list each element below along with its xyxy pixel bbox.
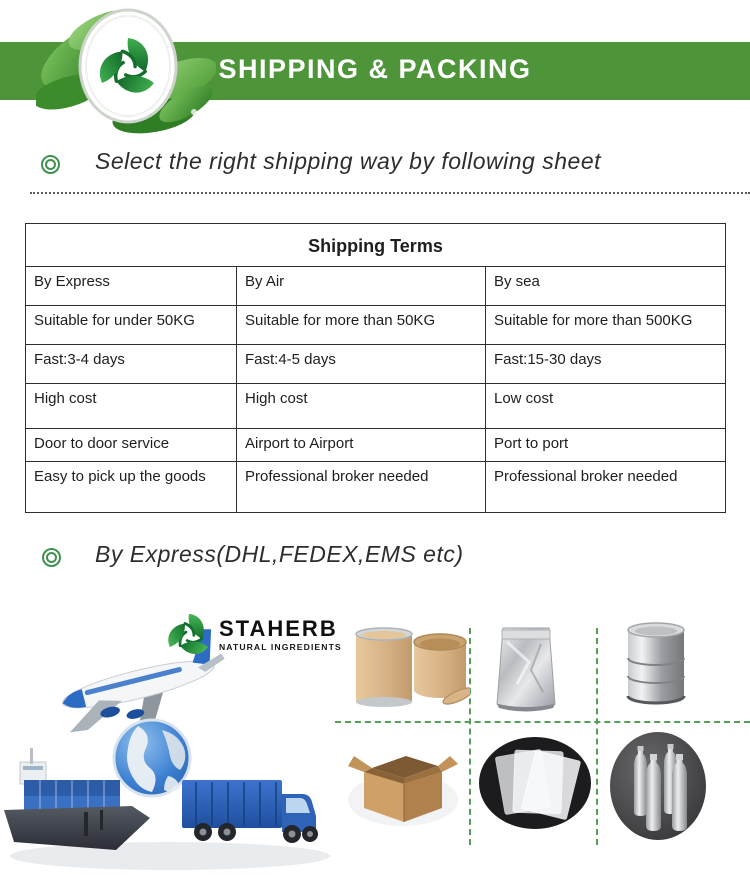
leaf-logo-icon (36, 4, 216, 136)
table-cell: Suitable for under 50KG (26, 306, 237, 345)
table-cell: Suitable for more than 500KG (486, 306, 726, 345)
page-title: SHIPPING & PACKING (218, 54, 532, 84)
table-cell: Fast:3-4 days (26, 345, 237, 384)
table-cell: High cost (26, 384, 237, 429)
globe-icon (114, 720, 190, 796)
table-cell: Door to door service (26, 429, 237, 462)
table-cell: Fast:15-30 days (486, 345, 726, 384)
brand-block (166, 610, 342, 660)
table-col-header: By sea (486, 267, 726, 306)
brand-tagline: NATURAL INGREDIENTS (219, 642, 342, 652)
plastic-bags-photo (476, 733, 594, 833)
table-cell: Professional broker needed (237, 462, 486, 513)
brand-name: STAHERB (219, 616, 338, 641)
shipping-terms-table (25, 223, 726, 513)
fiber-drums-photo (348, 620, 470, 716)
carton-box-photo (344, 738, 462, 830)
by-express-heading: By Express(DHL,FEDEX,EMS etc) (95, 541, 464, 567)
aluminum-bottles-photo (606, 726, 710, 842)
table-cell: High cost (237, 384, 486, 429)
table-cell: Low cost (486, 384, 726, 429)
section-bullet-icon (42, 548, 61, 567)
grid-divider-horizontal (335, 721, 750, 723)
table-cell: Easy to pick up the goods (26, 462, 237, 513)
table-col-header: By Air (237, 267, 486, 306)
table-cell: Port to port (486, 429, 726, 462)
table-cell: Fast:4-5 days (237, 345, 486, 384)
truck-icon (182, 780, 318, 843)
table-title: Shipping Terms (26, 224, 726, 267)
table-col-header: By Express (26, 267, 237, 306)
staherb-logo-icon (166, 610, 212, 660)
table-cell: Professional broker needed (486, 462, 726, 513)
select-shipping-heading: Select the right shipping way by following sheet (95, 148, 602, 174)
steel-drum-photo (620, 618, 692, 708)
logo-oval (80, 10, 176, 122)
table-cell: Suitable for more than 50KG (237, 306, 486, 345)
table-cell: Airport to Airport (237, 429, 486, 462)
foil-pouch-photo (483, 618, 569, 716)
ground-shadow (10, 842, 330, 870)
section-bullet-icon (41, 155, 60, 174)
grid-divider-vertical-2 (596, 628, 598, 845)
dotted-separator (30, 192, 750, 194)
